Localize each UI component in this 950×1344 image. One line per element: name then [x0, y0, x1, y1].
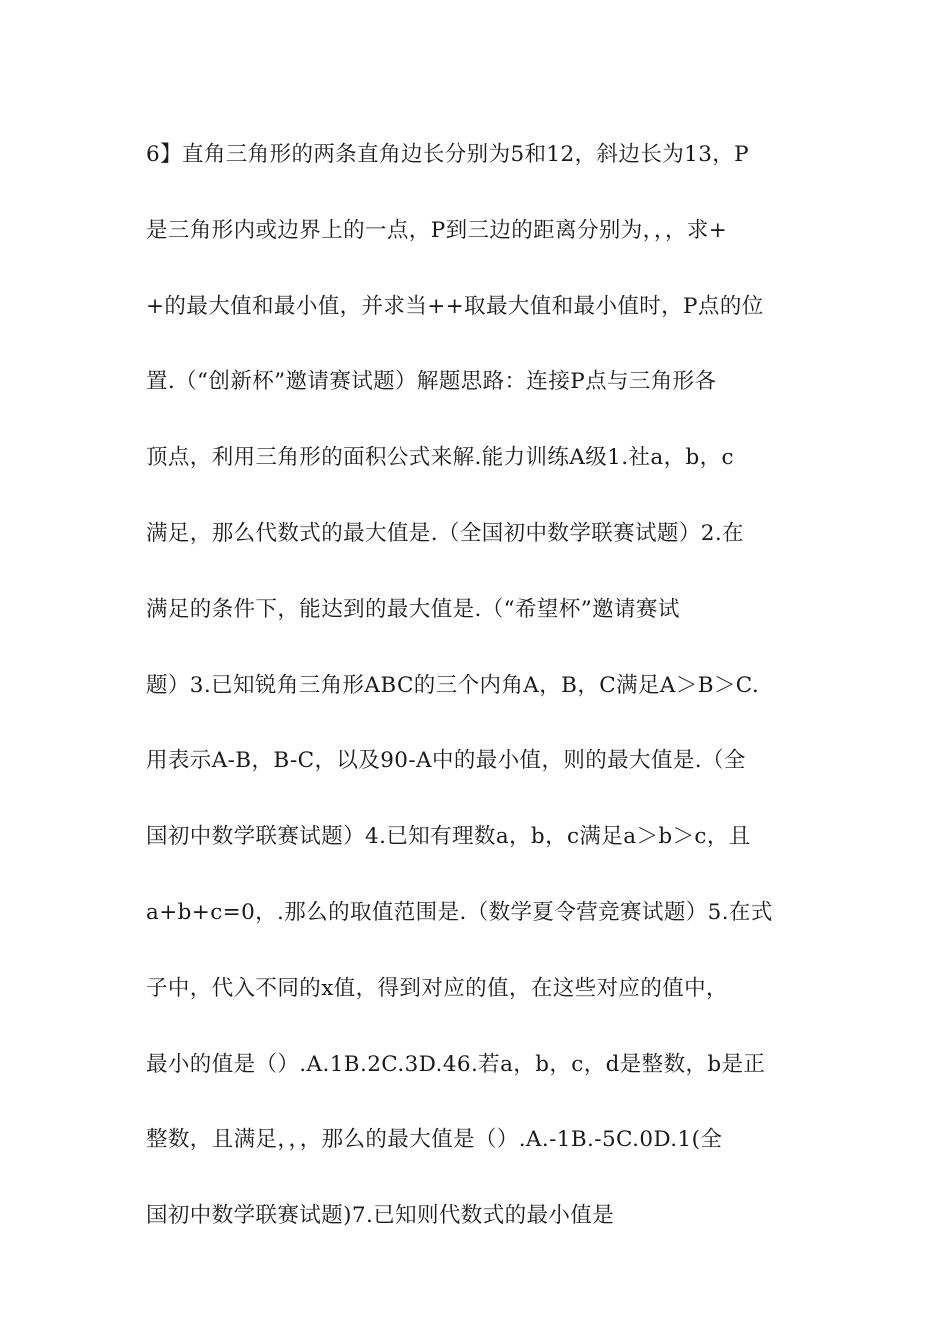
text-line-10: 国初中数学联赛试题）4.已知有理数a，b，c满足a＞b＞c，且: [146, 824, 751, 850]
text-line-1: 6】直角三角形的两条直角边长分别为5和12，斜边长为13，P: [146, 142, 750, 167]
text-line-14: 整数，且满足，，，那么的最大值是（）.A.-1B.-5C.0D.1(全: [146, 1127, 723, 1153]
text-line-13: 最小的值是（）.A.1B.2C.3D.46.若a，b，c，d是整数，b是正: [146, 1051, 766, 1077]
text-line-4: 置.（“创新杯”邀请赛试题）解题思路：连接P点与三角形各: [146, 369, 717, 395]
text-line-3: +的最大值和最小值，并求当++取最大值和最小值时，P点的位: [146, 293, 764, 319]
text-line-8: 题）3.已知锐角三角形ABC的三个内角A，B，C满足A＞B＞C.: [146, 672, 760, 698]
text-line-15: 国初中数学联赛试题)7.已知则代数式的最小值是: [146, 1203, 615, 1229]
text-line-5: 顶点，利用三角形的面积公式来解.能力训练A级1.社a，b，c: [146, 445, 734, 471]
text-line-9: 用表示A-B，B-C，以及90-A中的最小值，则的最大值是.（全: [146, 748, 746, 774]
body-text: [146, 128, 826, 1265]
text-line-6: 满足，那么代数式的最大值是.（全国初中数学联赛试题）2.在: [146, 520, 744, 546]
text-line-12: 子中，代入不同的x值，得到对应的值，在这些对应的值中，: [146, 975, 728, 1001]
text-line-7: 满足的条件下，能达到的最大值是.（“希望杯”邀请赛试: [146, 596, 680, 622]
text-line-2: 是三角形内或边界上的一点，P到三边的距离分别为，，，求+: [146, 217, 728, 243]
text-line-11: a+b+c=0，.那么的取值范围是.（数学夏令营竞赛试题）5.在式: [146, 899, 773, 925]
